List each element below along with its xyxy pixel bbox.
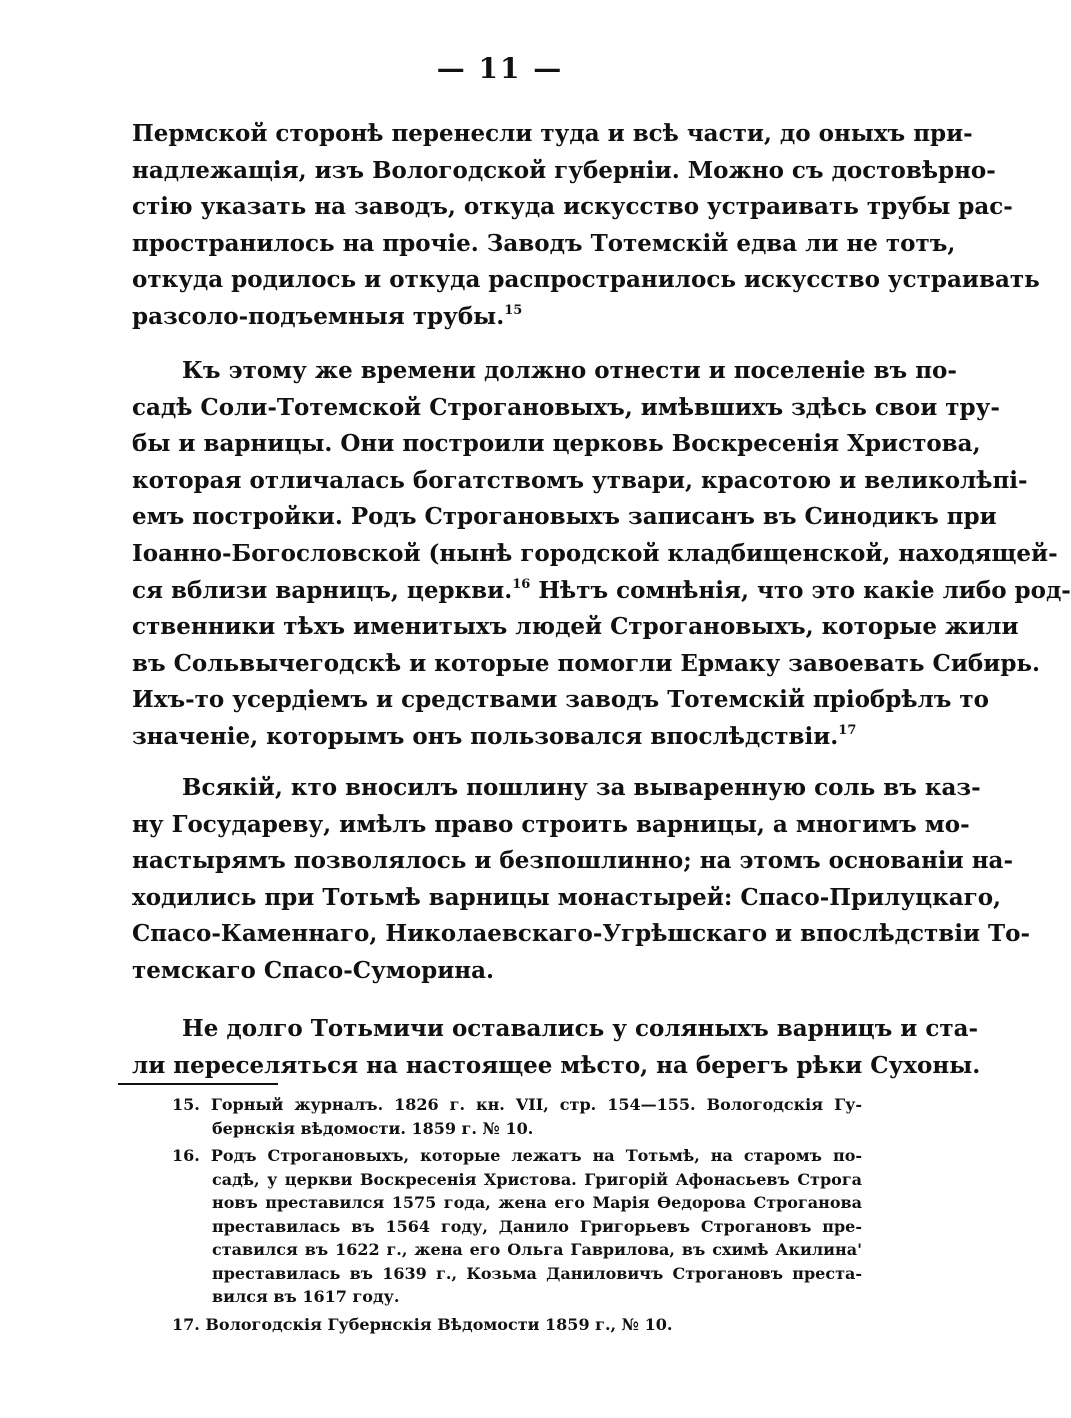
text-line [132,719,862,756]
text-line: темскаго Спасо-Суморина. [132,956,494,984]
text-line: откуда родилось и откуда распространилось искусство устраивать [132,266,1040,294]
footnote-ref-16: 16 [512,576,531,592]
text-line: въ Сольвычегодскѣ и которые помогли Ермаку завоевать Сибирь. [132,649,1041,677]
footnote-ref-17: 17 [838,722,857,738]
text-line: ну Государеву, имѣлъ право строить варницы, а многимъ мо- [132,810,970,838]
text-line: Всякій, кто вносилъ пошлину за вываренную соль въ каз- [182,774,981,801]
text-line: ходились при Тотьмѣ варницы монастырей: Спасо-Прилуцкаго, [132,883,1002,911]
footnote-line: преставилась въ 1639 г., Козьма Даниловичъ Строгановъ преста- [212,1263,862,1283]
footnote-line: вился въ 1617 году. [212,1287,400,1306]
paragraph-1 [132,116,1040,336]
footnotes [132,1093,862,1340]
text-line-content: разсоло-подъемныя трубы. [132,302,505,330]
text-line: Не долго Тотьмичи оставались у соляныхъ варницъ и ста- [182,1015,979,1042]
text-line [132,573,1071,610]
text-line: Іоанно-Богословской (нынѣ городской кладбищенской, находящей- [132,539,1058,567]
footnote-17 [132,1313,862,1337]
text-line: Спасо-Каменнаго, Николаевскаго-Угрѣшскаго и впослѣдствіи То- [132,920,1031,948]
text-line: Къ этому же времени должно отнести и поселеніе въ по- [182,357,957,384]
text-line: ли переселяться на настоящее мѣсто, на берегъ рѣки Сухоны. [132,1051,981,1079]
text-line: ственники тѣхъ именитыхъ людей Строгановыхъ, которые жили [132,613,1019,641]
text-line [132,299,862,336]
footnote-16 [132,1144,862,1309]
text-line: надлежащія, изъ Вологодской губерніи. Можно съ достовѣрно- [132,156,996,184]
footnote-line: 15. Горный журналъ. 1826 г. кн. VII, стр. 154—155. Вологодскія Гу- [172,1095,862,1114]
footnote-15 [132,1093,862,1140]
text-line: емъ постройки. Родъ Строгановыхъ записанъ въ Синодикъ при [132,503,997,531]
footnote-ref-15: 15 [504,302,523,318]
text-line: Ихъ-то усердіемъ и средствами заводъ Тотемскій пріобрѣлъ то [132,686,989,714]
text-line-content: ся вблизи варницъ, церкви. [132,576,513,604]
footnote-line: новъ преставился 1575 года, жена его Марія Өедорова Строганова [212,1193,862,1212]
paragraph-4 [132,1011,981,1084]
footnote-line: 16. Родъ Строгановыхъ, которые лежатъ на Тотьмѣ, на старомъ по- [172,1146,862,1165]
text-line-continuation: Нѣтъ сомнѣнія, что это какіе либо род- [530,576,1071,604]
footnote-line: садѣ, у церкви Воскресенія Христова. Григорій Афонасьевъ Строга [212,1169,862,1189]
text-line-content: значеніе, которымъ онъ пользовался впослѣдствіи. [132,722,839,750]
paragraph-3 [132,770,1031,990]
footnote-line: бернскія вѣдомости. 1859 г. № 10. [212,1118,534,1138]
text-line: настырямъ позволялось и безпошлинно; на этомъ основаніи на- [132,847,1014,875]
text-line: садѣ Соли-Тотемской Строгановыхъ, имѣвшихъ здѣсь свои тру- [132,393,1000,421]
text-line: стію указать на заводъ, откуда искусство устраивать трубы рас- [132,193,1013,221]
text-line: пространилось на прочіе. Заводъ Тотемскій едва ли не тотъ, [132,229,956,257]
footnote-line: ставился въ 1622 г., жена его Ольга Гаврилова, въ схимѣ Акилина' [212,1240,862,1259]
page-number: — 11 — [436,52,564,85]
footnote-separator [118,1083,278,1085]
footnote-line: преставилась въ 1564 году, Данило Григорьевъ Строгановъ пре- [212,1216,862,1236]
paragraph-2 [132,353,1071,756]
footnote-line: 17. Вологодскія Губернскія Вѣдомости 1859 г., № 10. [172,1314,673,1334]
text-line: которая отличалась богатствомъ утвари, красотою и великолѣпі- [132,466,1028,494]
text-line: бы и варницы. Они построили церковь Воскресенія Христова, [132,430,981,458]
text-line: Пермской сторонѣ перенесли туда и всѣ части, до оныхъ при- [132,120,973,147]
